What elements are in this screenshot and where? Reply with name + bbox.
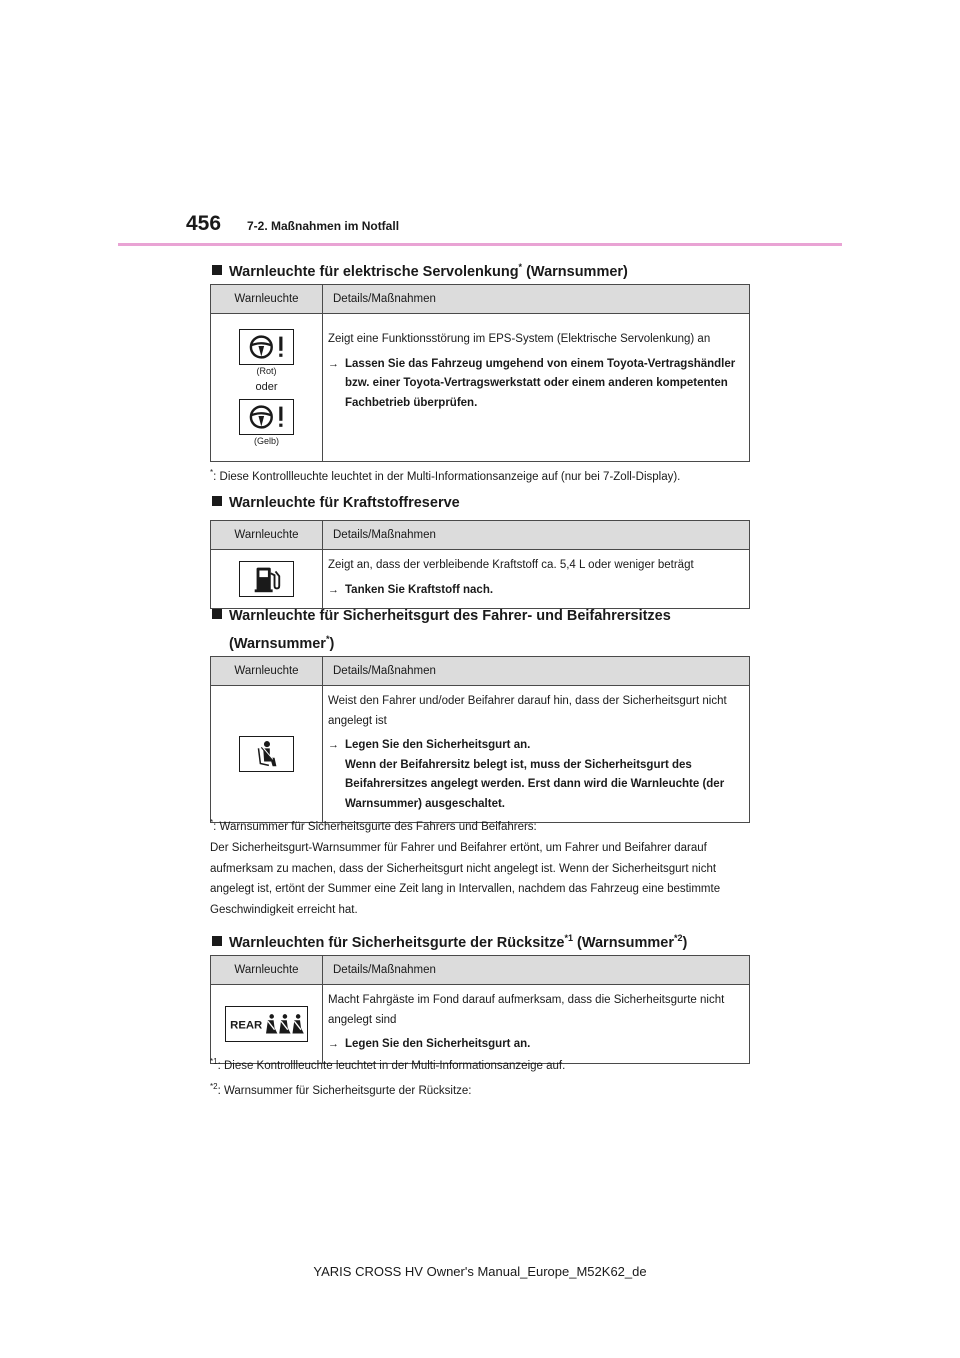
action-text: Legen Sie den Sicherheitsgurt an. xyxy=(345,739,531,751)
action-detail-text: Wenn der Beifahrersitz belegt ist, muss der Sicherheitsgurt des Beifahrersitzes angelegt werden. Erst dann wird die Warnleuchte (der Warnsummer) ausgeschaltet. xyxy=(345,758,725,810)
or-label: oder xyxy=(255,380,278,393)
icon-caption-red: (Rot) xyxy=(256,365,277,376)
section-heading-fuel: Warnleuchte für Kraftstoffreserve xyxy=(212,491,460,515)
arrow-icon: → xyxy=(328,1038,339,1050)
section-heading-seatbelt: Warnleuchte für Sicherheitsgurt des Fahrer- und Beifahrersitzes (Warnsummer*) xyxy=(212,605,671,656)
bullet-square-icon xyxy=(212,609,222,619)
explanation-paragraph: Der Sicherheitsgurt-Warnsummer für Fahrer und Beifahrer ertönt, um Fahrer und Beifahrer darauf aufmerksam zu machen, dass der Sicherheitsgurt nicht angelegt ist. Wenn der Sicherheitsgurt nicht angelegt ist, ertönt der Summer eine Zeit lang in Intervallen, nachdem das Fahrzeug eine bestimmte Geschwindigkeit erreicht hat. xyxy=(210,842,721,916)
bullet-square-icon xyxy=(212,936,222,946)
footnote: *: Warnsummer für Sicherheitsgurte des Fahrers und Beifahrers: xyxy=(210,818,537,833)
steering-warning-icon xyxy=(239,399,294,435)
warning-table-rear-seatbelt xyxy=(210,955,750,1064)
warning-table-power-steering xyxy=(210,284,750,462)
warning-table-seatbelt xyxy=(210,656,750,823)
footnote: *: Diese Kontrollleuchte leuchtet in der Multi-Informationsanzeige auf (nur bei 7-Zoll-Display). xyxy=(210,468,681,483)
warning-table-fuel xyxy=(210,520,750,609)
action-text: Legen Sie den Sicherheitsgurt an. xyxy=(345,1038,531,1050)
steering-warning-icon xyxy=(239,329,294,365)
section-heading-rear-seatbelt: Warnleuchten für Sicherheitsgurte der Rücksitze$^{*1}$ (Warnsummer$^{*2}$) xyxy=(212,926,687,955)
arrow-icon: → xyxy=(328,583,339,596)
action-text: Tanken Sie Kraftstoff nach. xyxy=(345,583,494,596)
column-header-details: Details/Maßnahmen xyxy=(323,657,750,686)
arrow-icon: → xyxy=(328,739,339,751)
rear-seatbelt-icon xyxy=(225,1006,308,1042)
column-header-light: Warnleuchte xyxy=(211,521,323,550)
column-header-details: Details/Maßnahmen xyxy=(323,956,750,985)
chapter-title: 7-2. Maßnahmen im Notfall xyxy=(247,219,400,233)
arrow-icon: → xyxy=(328,357,339,370)
footnote-2: $^{*2}$: Warnsummer für Sicherheitsgurte der Rücksitze: xyxy=(210,1082,472,1097)
action-text: Lassen Sie das Fahrzeug umgehend von einem Toyota-Vertragshändler bzw. einer Toyota-Vertragswerkstatt oder einem anderen kompetenten Fachbetrieb überprüfen. xyxy=(345,357,736,409)
description-text: Macht Fahrgäste im Fond darauf aufmerksam, dass die Sicherheitsgurte nicht angelegt sind xyxy=(328,994,725,1026)
manual-footer: YARIS CROSS HV Owner's Manual_Europe_M52K62_de xyxy=(313,1264,647,1279)
section-heading-power-steering: Warnleuchte für elektrische Servolenkung* (Warnsummer) xyxy=(212,255,628,284)
fuel-pump-icon xyxy=(239,561,294,597)
bullet-square-icon xyxy=(212,265,222,275)
description-text: Zeigt an, dass der verbleibende Kraftstoff ca. 5,4 L oder weniger beträgt xyxy=(328,559,694,571)
icon-caption-yellow: (Gelb) xyxy=(253,435,279,446)
footnote-1: $^{*1}$: Diese Kontrollleuchte leuchtet in der Multi-Informationsanzeige auf. xyxy=(210,1057,566,1072)
bullet-square-icon xyxy=(212,496,222,506)
seatbelt-icon xyxy=(239,736,294,772)
column-header-light: Warnleuchte xyxy=(211,956,323,985)
column-header-light: Warnleuchte xyxy=(211,657,323,686)
page-number: 456 xyxy=(186,212,222,235)
description-text: Weist den Fahrer und/oder Beifahrer darauf hin, dass der Sicherheitsgurt nicht angelegt ist xyxy=(328,695,727,727)
column-header-details: Details/Maßnahmen xyxy=(323,521,750,550)
rear-label: REAR xyxy=(230,1019,263,1032)
column-header-details: Details/Maßnahmen xyxy=(323,285,750,314)
header-divider xyxy=(118,243,842,246)
description-text: Zeigt eine Funktionsstörung im EPS-System (Elektrische Servolenkung) an xyxy=(328,333,711,345)
column-header-light: Warnleuchte xyxy=(211,285,323,314)
